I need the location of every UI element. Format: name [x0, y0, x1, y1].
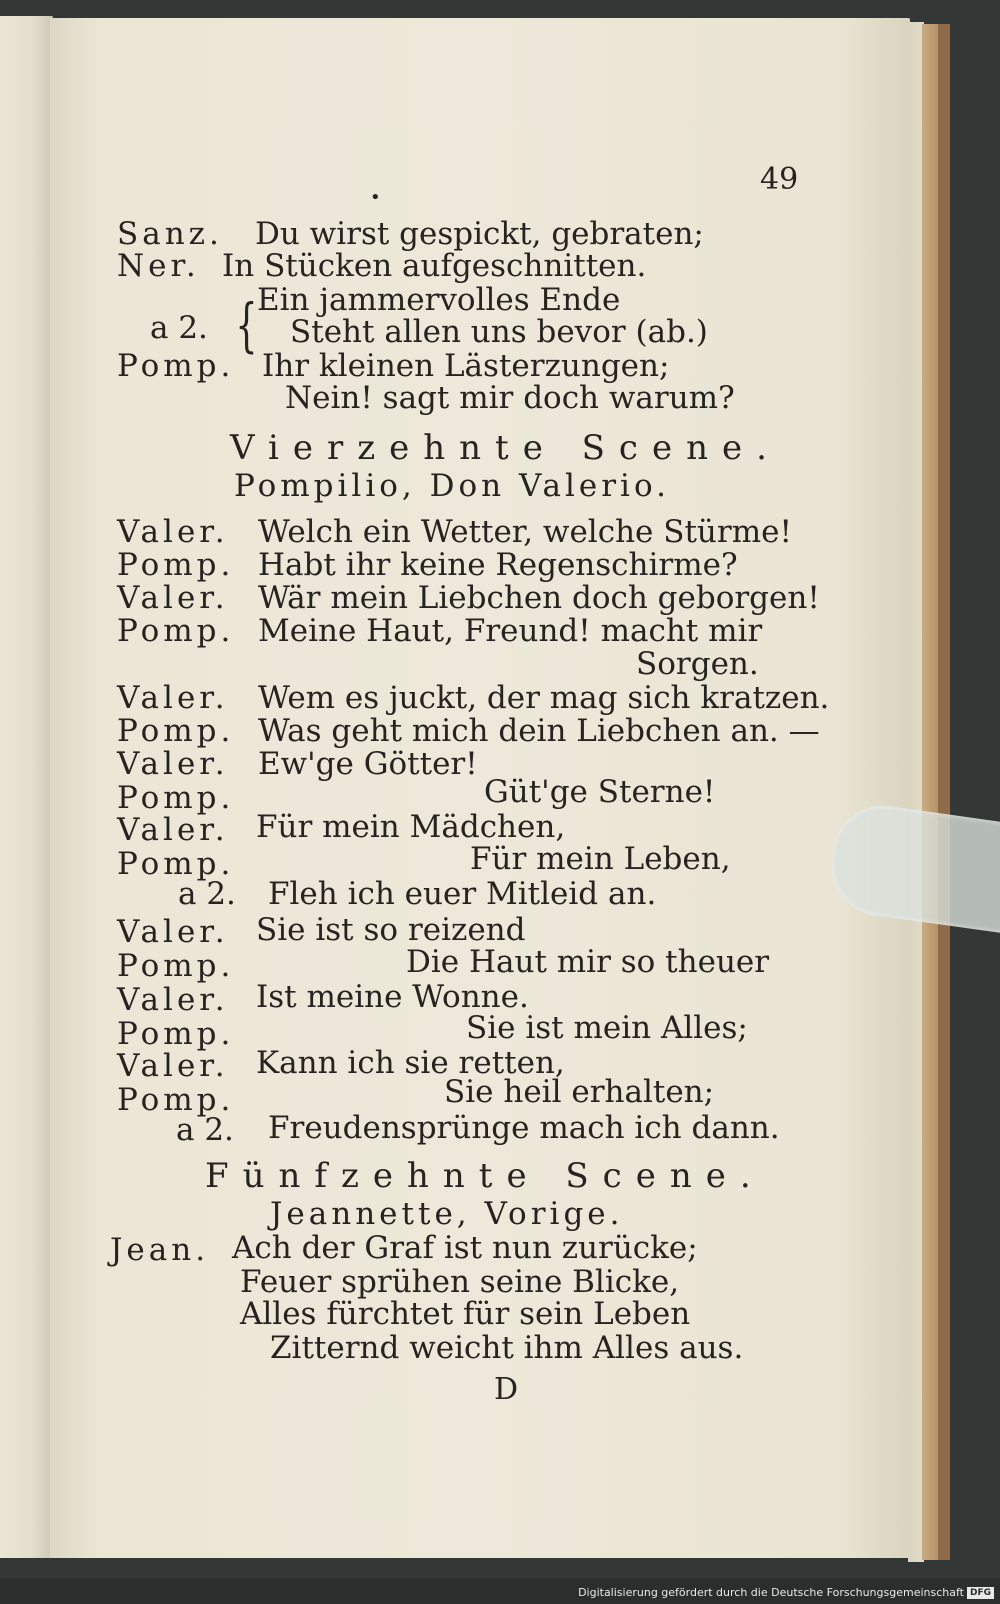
scene-characters: Jeannette, Vorige. [270, 1196, 624, 1232]
speaker: Valer. [117, 580, 229, 616]
speaker: Pomp. [117, 613, 235, 649]
verse-line: Alles fürchtet für sein Leben [240, 1296, 691, 1332]
verse-line: Ist meine Wonne. [256, 979, 529, 1015]
verse-line: Was geht mich dein Liebchen an. — [258, 713, 820, 749]
verse-line: Fleh ich euer Mitleid an. [268, 876, 657, 912]
speaker: Pomp. [117, 713, 235, 749]
book-spine-edge [938, 24, 950, 1560]
dfg-logo: DFG [967, 1587, 994, 1599]
scene-title: Fünfzehnte Scene. [205, 1156, 765, 1196]
speaker: Pomp. [117, 780, 235, 816]
speaker: Valer. [117, 1048, 229, 1084]
verse-line: In Stücken aufgeschnitten. [222, 248, 647, 284]
footer-credit: Digitalisierung gefördert durch die Deutsche Forschungsgemeinschaft [578, 1586, 964, 1599]
verse-line: Habt ihr keine Regenschirme? [258, 547, 738, 583]
duet-marker: a 2. [176, 1112, 234, 1148]
duet-marker: a 2. [178, 876, 236, 912]
verse-line: Güt'ge Sterne! [484, 774, 716, 810]
speaker: Valer. [117, 982, 229, 1018]
verse-line: Sorgen. [636, 646, 759, 682]
page-number: 49 [760, 162, 799, 197]
speaker: Jean. [110, 1232, 210, 1268]
verse-line: Ihr kleinen Lästerzungen; [262, 348, 670, 384]
verse-line: Zitternd weicht ihm Alles aus. [270, 1330, 744, 1366]
verse-line: Nein! sagt mir doch warum? [285, 380, 735, 416]
scene-characters: Pompilio, Don Valerio. [234, 468, 670, 504]
brace: { [235, 291, 258, 359]
verse-line: Sie ist so reizend [256, 912, 526, 948]
speaker: Valer. [117, 812, 229, 848]
speaker: Ner. [117, 248, 200, 284]
speaker: Pomp. [117, 1082, 235, 1118]
speaker: Pomp. [117, 348, 235, 384]
speaker: Pomp. [117, 948, 235, 984]
verse-line: Meine Haut, Freund! macht mir [258, 613, 763, 649]
verse-line: Freudensprünge mach ich dann. [268, 1110, 780, 1146]
scene-title: Vierzehnte Scene. [230, 428, 781, 468]
verse-line: Für mein Mädchen, [256, 809, 566, 845]
speaker: Sanz. [117, 216, 223, 252]
top-dot: • [370, 187, 381, 208]
verse-line: Die Haut mir so theuer [406, 944, 770, 980]
speaker: Pomp. [117, 846, 235, 882]
previous-page-edge [0, 16, 53, 1558]
signature-mark: D [494, 1372, 519, 1407]
verse-line: Du wirst gespickt, gebraten; [255, 216, 704, 252]
speaker: Valer. [117, 680, 229, 716]
verse-line: Sie ist mein Alles; [466, 1010, 748, 1046]
verse-line: Ew'ge Götter! [258, 746, 478, 782]
speaker: Valer. [117, 746, 229, 782]
verse-line: Kann ich sie retten, [256, 1045, 565, 1081]
verse-line: Ein jammervolles Ende [257, 282, 621, 318]
speaker: Pomp. [117, 1016, 235, 1052]
duet-marker: a 2. [150, 310, 208, 346]
speaker: Pomp. [117, 547, 235, 583]
verse-line: Ach der Graf ist nun zurücke; [232, 1230, 698, 1266]
verse-line: Sie heil erhalten; [444, 1074, 715, 1110]
verse-line: Welch ein Wetter, welche Stürme! [258, 514, 792, 550]
verse-line: Wär mein Liebchen doch geborgen! [258, 580, 820, 616]
speaker: Valer. [117, 914, 229, 950]
verse-line: Wem es juckt, der mag sich kratzen. [258, 680, 830, 716]
footer-bar [0, 1578, 1000, 1604]
verse-line: Feuer sprühen seine Blicke, [240, 1264, 680, 1300]
verse-line: Für mein Leben, [470, 841, 731, 877]
verse-line: Steht allen uns bevor (ab.) [290, 314, 708, 350]
speaker: Valer. [117, 514, 229, 550]
